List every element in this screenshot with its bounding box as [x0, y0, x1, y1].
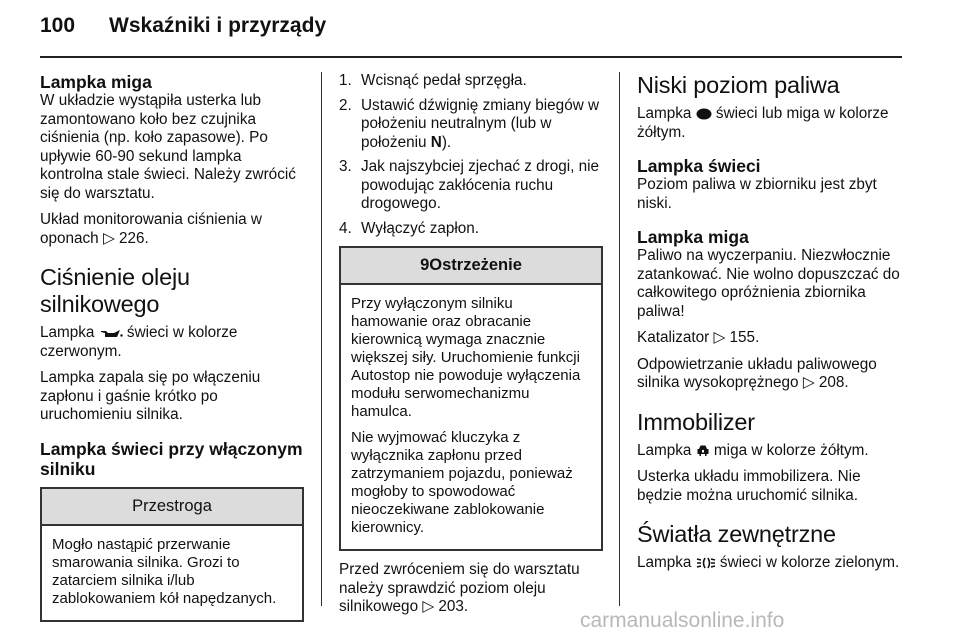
caution-text: Mogło nastąpić przerwanie smarowania silnika. Grozi to zatarciem silnika i/lub zablokowaniem kół napędzanych.	[52, 535, 277, 607]
page-ref-arrow-icon: ▷	[102, 229, 115, 247]
page-title: Wskaźniki i przyrządy	[109, 14, 327, 37]
text-tpms-ref: Układ monitorowania ciśnienia w oponach ▷ 226.	[40, 211, 262, 247]
text-lights-lamp: Lampka świeci w kolorze zielonym.	[637, 554, 900, 571]
oil-can-icon	[99, 327, 123, 339]
steps-list	[339, 72, 603, 238]
warning-header	[341, 248, 601, 285]
page-ref-link[interactable]: 203.	[438, 598, 469, 615]
heading-fuel-lamp-blink: Lampka miga	[637, 227, 749, 247]
list-item: 3. Jak najszybciej zjechać z drogi, nie powodując zakłócenia ruchu drogowego.	[339, 158, 600, 212]
page-ref-arrow-icon: ▷	[802, 374, 815, 391]
heading-lamp-on-running: Lampka świeci przy włączonym silniku	[40, 438, 303, 479]
heading-blink: Lampka miga	[40, 72, 152, 92]
page-ref-link[interactable]: 208.	[818, 374, 849, 391]
text-fuel-lamp: Lampka świeci lub miga w kolorze żółtym.	[637, 105, 889, 141]
page-ref-arrow-icon: ▷	[422, 598, 435, 615]
text-fuel-lamp-blink: Paliwo na wyczerpaniu. Niezwłocznie zatankować. Nie wolno dopuszczać do całkowitego opróżnienia zbiornika paliwa!	[637, 247, 900, 320]
header-rule	[40, 56, 902, 58]
watermark: carmanualsonline.info	[580, 609, 785, 632]
heading-oil-pressure: Ciśnienie oleju silnikowego	[40, 264, 190, 317]
heading-immobilizer: Immobilizer	[637, 408, 755, 435]
heading-fuel-lamp-on: Lampka świeci	[637, 156, 761, 176]
column-1	[40, 72, 304, 632]
text-immobilizer-lamp: Lampka miga w kolorze żółtym.	[637, 441, 869, 459]
warning-title: Ostrzeżenie	[429, 256, 522, 274]
column-divider-2	[619, 72, 620, 606]
immobilizer-car-key-icon	[696, 444, 710, 457]
warning-text-1: Przy wyłączonym silniku hamowanie oraz obracanie kierownicą wymaga znacznie większej siły. Uruchomienie funkcji Autostop nie powoduje wyłączenia modułu serwomechanizmu hamulca.	[351, 295, 581, 420]
text-immobilizer-fault: Usterka układu immobilizera. Nie będzie można uruchomić silnika.	[637, 468, 861, 504]
page-header	[40, 14, 326, 38]
fuel-lamp-icon	[696, 108, 712, 120]
warning-text-2: Nie wyjmować kluczyka z wyłącznika zapłonu przed zatrzymaniem pojazdu, ponieważ mogłoby to spowodować nieoczekiwane zablokowanie kierownicy.	[351, 429, 573, 536]
page-ref-link[interactable]: 226.	[118, 229, 149, 247]
text-check-oil: Przed zwróceniem się do warsztatu należy sprawdzić poziom oleju silnikowego ▷ 203.	[339, 561, 580, 615]
column-3	[637, 72, 903, 581]
page-ref-link[interactable]: 155.	[729, 329, 760, 346]
warning-box	[339, 246, 603, 551]
column-2	[339, 72, 603, 625]
page-ref-arrow-icon: ▷	[713, 329, 726, 346]
text-diesel-bleed-ref: Odpowietrzanie układu paliwowego silnika wysokoprężnego ▷ 208.	[637, 355, 877, 391]
page-number: 100	[40, 14, 76, 37]
list-item: 4. Wyłączyć zapłon.	[339, 219, 480, 237]
warning-symbol: 9	[420, 256, 430, 274]
text-oil-lamp-start: Lampka zapala się po włączeniu zapłonu i gaśnie krótko po uruchomieniu silnika.	[40, 369, 261, 423]
list-item: 2. Ustawić dźwignię zmiany biegów w położeniu neutralnym (lub w położeniu N).	[339, 96, 600, 151]
text-blink: W układzie wystąpiła usterka lub zamontowano koło bez czujnika ciśnienia (np. koło zapasowe). Po upływie 60-90 sekund lampka kontrolna stale świeci. Należy zwrócić się do warsztatu.	[40, 92, 296, 202]
text-catalyst-ref: Katalizator ▷ 155.	[637, 329, 760, 346]
heading-low-fuel: Niski poziom paliwa	[637, 72, 840, 98]
text-fuel-lamp-on: Poziom paliwa w zbiorniku jest zbyt niski.	[637, 176, 877, 212]
list-item: 1. Wcisnąć pedał sprzęgła.	[339, 72, 527, 89]
column-divider-1	[321, 72, 322, 606]
caution-box	[40, 487, 304, 622]
heading-exterior-lights: Światła zewnętrzne	[637, 521, 836, 547]
text-oil-lamp: Lampka świeci w kolorze czerwonym.	[40, 324, 238, 360]
exterior-lights-icon	[696, 557, 716, 569]
caution-title: Przestroga	[42, 489, 302, 526]
